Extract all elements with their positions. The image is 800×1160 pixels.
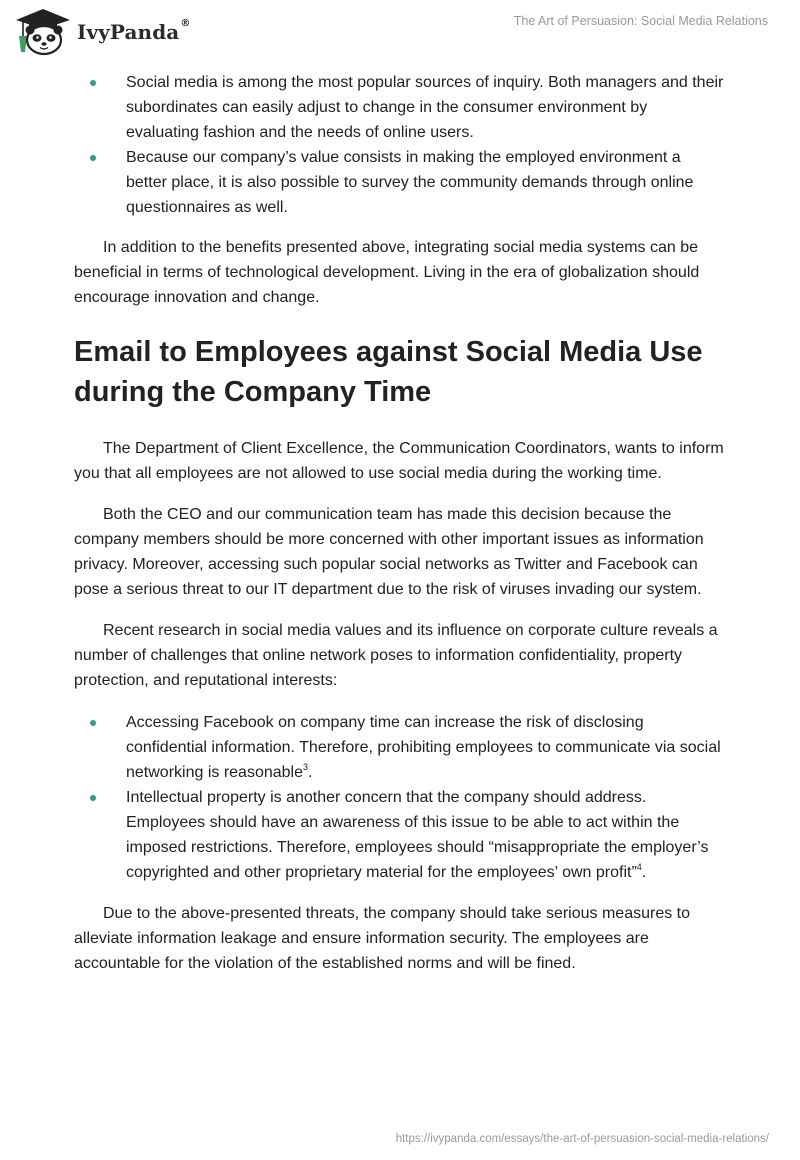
brand-name: IvyPanda (77, 20, 180, 44)
section-heading: Email to Employees against Social Media Use during the Company Time (74, 336, 703, 408)
panda-graduate-icon (14, 8, 72, 56)
bullet-list-challenges (74, 710, 724, 885)
list-item-text: Social media is among the most popular sources of inquiry. Both managers and their subordinates can easily adjust to change in the consumer environment by evaluating fashion and the needs of online users. (126, 74, 724, 141)
paragraph: Both the CEO and our communication team has made this decision because the company members should be more concerned with other important issues as information privacy. Moreover, accessing such popular social networks as Twitter and Facebook can pose a serious threat to our IT department due to the risk of viruses invading our system. (74, 506, 704, 598)
footnote-ref[interactable]: 3 (303, 761, 309, 772)
list-item-text: Because our company’s value consists in making the employed environment a better place, it is also possible to survey the community demands through online questionnaires as well. (126, 149, 694, 216)
list-item (74, 145, 724, 220)
paragraph-closing: Due to the above-presented threats, the company should take serious measures to alleviate information leakage and ensure information security. The employees are accountable for the violation of the established norms and will be fined. (74, 905, 691, 972)
source-url[interactable]: https://ivypanda.com/essays/the-art-of-persuasion-social-media-relations/ (395, 1133, 769, 1145)
list-item (74, 785, 724, 885)
paragraph-intro: In addition to the benefits presented above, integrating social media systems can be beneficial in terms of technological development. Living in the era of globalization should encourage innovation and change. (74, 239, 700, 306)
brand-logo[interactable] (14, 8, 190, 56)
document-title: The Art of Persuasion: Social Media Relations (513, 14, 768, 28)
bullet-icon (90, 80, 96, 86)
page-header (0, 0, 800, 64)
paragraph: The Department of Client Excellence, the Communication Coordinators, wants to inform you that all employees are not allowed to use social media during the working time. (74, 440, 724, 482)
list-item-tail: . (641, 864, 647, 881)
essay-body (74, 70, 724, 976)
list-item (74, 70, 724, 145)
registered-mark: ® (180, 17, 191, 29)
paragraph: Recent research in social media values and its influence on corporate culture reveals a number of challenges that online network poses to information confidentiality, property protection, and reputational interests: (74, 622, 718, 689)
footnote-ref[interactable]: 4 (636, 861, 642, 872)
bullet-list-benefits (74, 70, 724, 220)
list-item-text: Intellectual property is another concern that the company should address. Employees should have an awareness of this issue to be able to act within the imposed restrictions. Therefore, employees should “misappropriate the employer’s copyrighted and other proprietary material for the employees’ own profit” (126, 789, 709, 881)
list-item (74, 710, 724, 785)
list-item-text: Accessing Facebook on company time can increase the risk of disclosing confidential information. Therefore, prohibiting employees to communicate via social networking is reasonable (126, 714, 721, 781)
bullet-icon (90, 155, 96, 161)
list-item-tail: . (308, 764, 313, 781)
bullet-icon (90, 795, 96, 801)
bullet-icon (90, 720, 96, 726)
